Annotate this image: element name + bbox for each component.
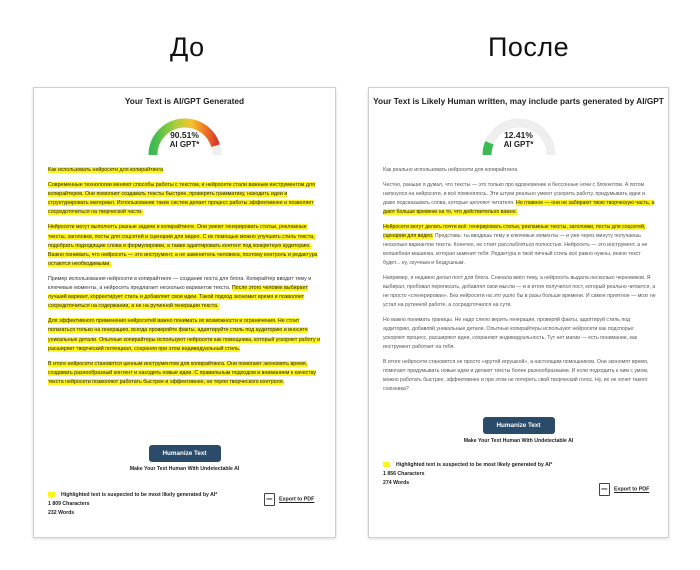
heading-before: До xyxy=(170,32,205,62)
text-paragraph xyxy=(383,274,656,310)
export-pdf-link[interactable] xyxy=(599,483,649,496)
ai-score-label: AI GPT* xyxy=(503,140,534,149)
character-count: 1 856 Characters xyxy=(383,471,425,477)
text-paragraph xyxy=(383,223,656,268)
text-paragraph xyxy=(48,275,323,311)
highlighted-segment: В итоге нейросети становятся ценным инструментом для копирайтинга. Они помогают экономить время, создавать разнообразный контент и находить новые идеи. xyxy=(48,360,308,376)
text-paragraph xyxy=(48,317,323,353)
text-segment: Но важно понимать границы. Не надо слепо верить генерации, проверяй факты, адаптируй стиль под аудиторию, добавляй уникальные детали. Опытные копирайтеры используют нейросети как подспорье: ускоряют процесс, расширяют идеи, сохраняют индивидуальность. Тут нет магии — есть понимание, как инструмент работает на тебя. xyxy=(383,317,638,350)
analyzed-text xyxy=(383,166,656,400)
text-paragraph xyxy=(383,166,656,175)
legend xyxy=(383,461,552,488)
text-paragraph xyxy=(383,358,656,394)
humanize-button[interactable]: Humanize Text xyxy=(149,445,221,462)
highlighted-segment: После этого человек выбирает лучший вариант, корректирует стиль и добавляет свои идеи. Такой подход экономит время и позволяет сосредоточиться на содержании, а не на рутинной генерации текста. xyxy=(48,285,308,310)
export-pdf-label: Export to PDF xyxy=(614,486,650,493)
highlighted-segment: С правильным подходом и вниманием к качеству текста нейросети позволяют работать быстрее и эффективнее, не теряя творческого контроля. xyxy=(48,369,317,385)
analyzed-text xyxy=(48,166,323,393)
highlighted-segment: Но главное — они не забирают твою творческую часть, а дают больше времени на то, что действительно важно. xyxy=(383,200,655,215)
pdf-icon xyxy=(599,483,610,496)
word-count: 274 Words xyxy=(383,480,410,486)
text-segment: В итоге нейросети становятся не просто «крутой игрушкой», а настоящим помощником. Они экономят время, помогают придумывать новые идеи и делают тексты более разнообразными. И если подходить к ним с умом, можно работать быстрее, эффективнее и при этом не потерять свой творческий голос. Ну, их не хочет такого союзника? xyxy=(383,359,649,392)
humanize-subtitle: Make Your Text Human With Undetectable AI xyxy=(129,466,240,472)
ai-score-percent: 90.51% xyxy=(170,130,199,140)
text-paragraph xyxy=(48,360,323,387)
ai-score-label: AI GPT* xyxy=(169,140,200,149)
legend xyxy=(48,491,217,518)
export-pdf-label: Export to PDF xyxy=(279,496,315,503)
text-paragraph xyxy=(48,181,323,217)
export-pdf-link[interactable] xyxy=(264,493,314,506)
text-segment: Представь: ты вводишь тему и ключевые моменты — и уже через минуту получаешь несколько вариантов текста. Конечно, не стоит расслабляться полностью. Нейросеть — это инструмент, а не волшебная машинка, которая заменит тебя. Редактура и твой личный стиль всё равно нужны, иначе текст будет... ну, скучным и бездушным. xyxy=(383,233,648,266)
text-segment: Честно, раньше я думал, что тексты — это только про вдохновение и бессонные ночи с блокнотом. А потом наткнулся на нейросети, и всё поменялось. Эти штуки реально умеют ускорить работу, придумывать идеи и даже подсказывать слова, которые цепляют читателя. xyxy=(383,182,645,206)
result-panel-after xyxy=(368,87,669,538)
heading-after: После xyxy=(488,32,570,62)
text-paragraph xyxy=(48,223,323,268)
highlight-swatch xyxy=(383,462,390,467)
highlight-swatch xyxy=(48,492,55,497)
character-count: 1 809 Characters xyxy=(48,501,90,507)
ai-score-percent: 12.41% xyxy=(504,130,533,140)
result-title: Your Text is Likely Human written, may include parts generated by AI/GPT xyxy=(373,96,664,106)
highlighted-segment: Как использовать нейросети для копирайтинга xyxy=(48,167,164,173)
highlighted-segment: Современные технологии меняют способы работы с текстом, и нейросети стали важным инструментом для копирайтеров. Они помогают создавать тексты быстрее, проверять грамматику, находить идеи и структурировать материал. Использование таких систем делает процесс работы эффективнее и позволяет сосредоточиться на творческой части. xyxy=(48,182,315,216)
highlighted-segment: Нейросети могут делать почти всё: генерировать статьи, рекламные тексты, заголовки, посты для соцсетей, сценарии для видео. xyxy=(383,224,646,239)
legend-text: Highlighted text is suspected to be most likely generated by AI* xyxy=(61,492,218,498)
text-segment: Как реально использовать нейросети для копирайтинга xyxy=(383,167,518,173)
word-count: 232 Words xyxy=(48,510,75,516)
result-panel-before xyxy=(33,87,336,538)
humanize-button[interactable]: Humanize Text xyxy=(483,417,555,434)
highlighted-segment: Для эффективного применения нейросетей важно понимать их возможности и ограничения. Не стоит полагаться только на генерацию, всегда проверяйте факты, адаптируйте стиль под аудиторию и вносите уникальные детали. Опытные копирайтеры используют нейросети как помощника, который ускоряет работу и расширяет творческий потенциал, сохраняя при этом индивидуальный стиль. xyxy=(48,318,321,352)
text-paragraph xyxy=(48,166,323,175)
highlighted-segment: Нейросети могут выполнять разные задачи в копирайтинге. Они умеют генерировать статьи, рекламные тексты, заголовки, посты для соцсетей и сценарии для видео. С их помощью можно улучшить стиль текста, подобрать подходящие слова и формулировки, а также адаптировать контент под конкретную аудиторию. Важно понимать, что нейросеть — это инструмент, а не заменитель человека, поэтому контроль и редактура остаются необходимыми. xyxy=(48,224,318,267)
pdf-icon xyxy=(264,493,275,506)
text-paragraph xyxy=(383,316,656,352)
text-segment: Пример использования нейросети в копирайтинге — создание поста для блога. Копирайтер вводит тему и ключевые моменты, а нейросеть предлагает несколько вариантов текста. xyxy=(48,275,312,292)
text-paragraph xyxy=(383,181,656,217)
legend-text: Highlighted text is suspected to be most likely generated by AI* xyxy=(396,462,553,468)
result-title: Your Text is AI/GPT Generated xyxy=(124,96,245,106)
text-segment: Например, я недавно делал пост для блога. Сначала ввёл тему, а нейросеть выдала несколько черновиков. Я выбирал, пробовал переписать, добавлял свои мысли — и в итоге получился пост, который реально читается, а не просто «сгенерирован». Без нейросети на это ушло бы в разы больше времени. И самое приятное — мозг не устал на рутинной работе, а сосредоточился на сути. xyxy=(383,275,656,308)
humanize-subtitle: Make Your Text Human With Undetectable AI xyxy=(463,438,574,444)
